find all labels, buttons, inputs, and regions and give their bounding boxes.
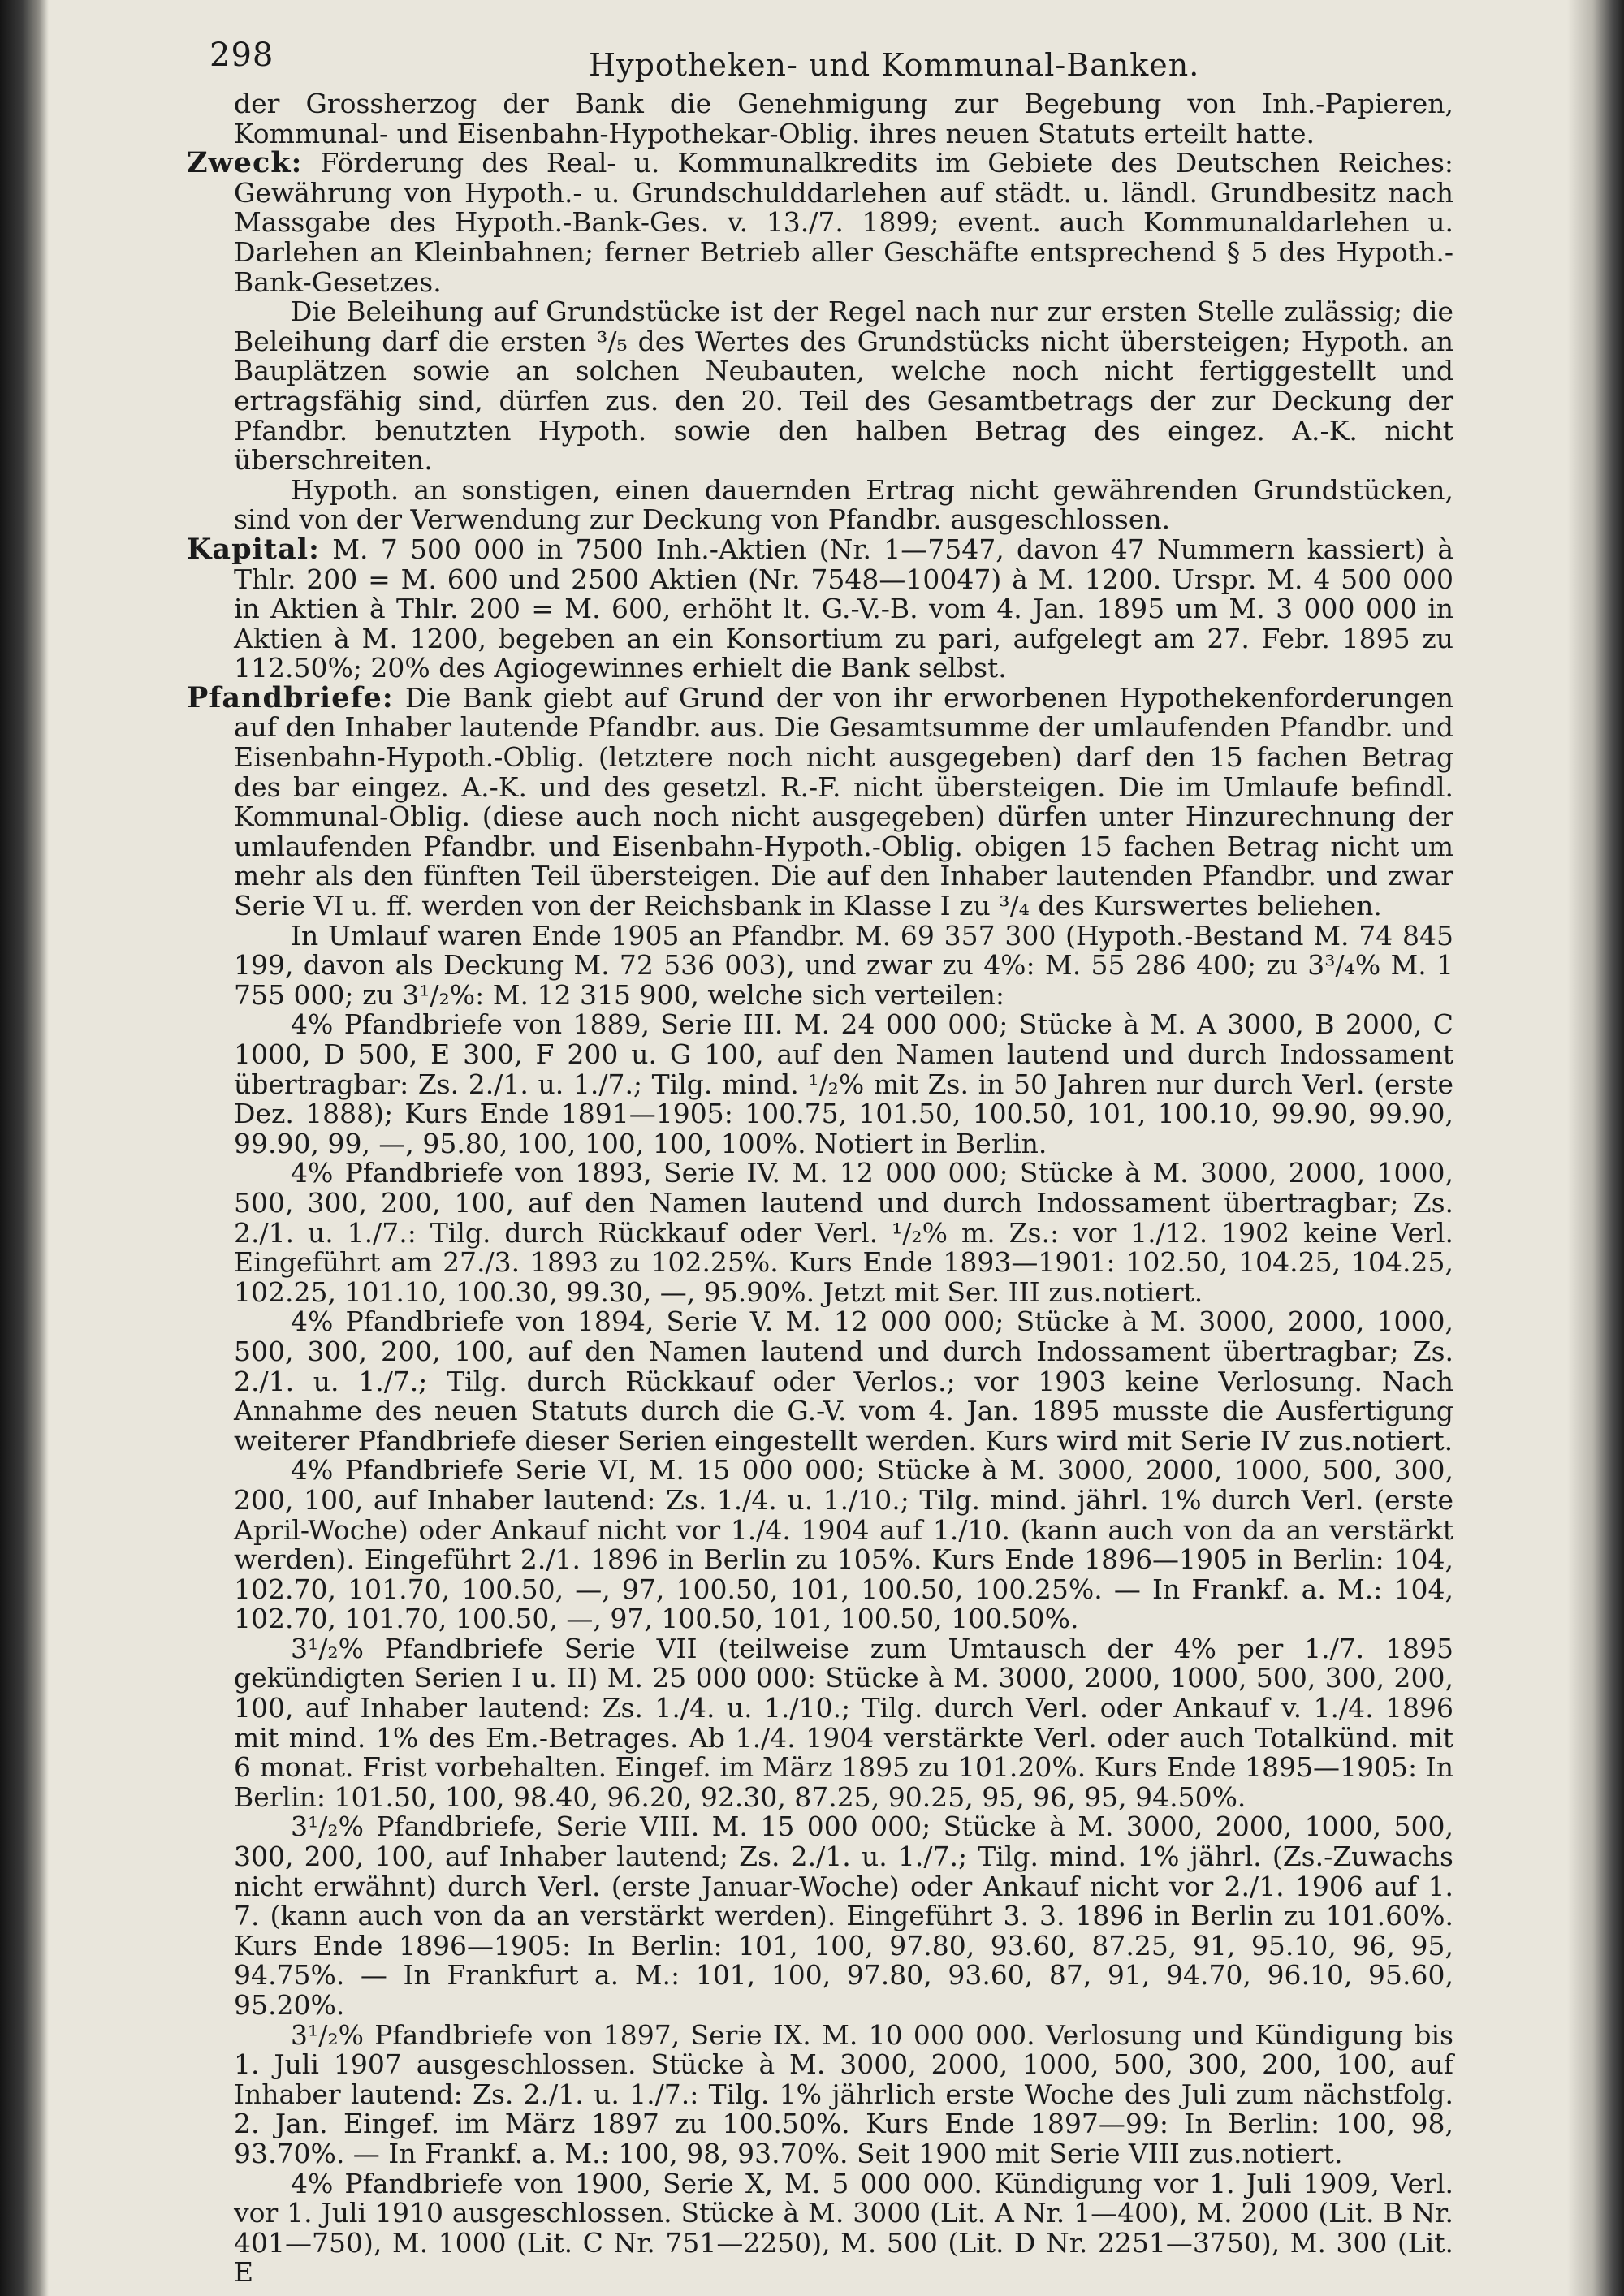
body-paragraph: 3¹/₂% Pfandbriefe Serie VII (teilweise zum Umtausch der 4% per 1./7. 1895 gekündigten Serien I u. II) M. 25 000 000: Stücke à M. 3000, 2000, 1000, 500, 300, 200, 100, auf Inhaber lautend: Zs. 1./4. u. 1./10.; Tilg. durch Verl. oder Ankauf v. 1./4. 1896 mit mind. 1% des Em.-Betrages. Ab 1./4. 1904 verstärkte Verl. oder auch Totalkünd. mit 6 monat. Frist vorbehalten. Eingef. im März 1895 zu 101.20%. Kurs Ende 1895—1905: In Berlin: 101.50, 100, 98.40, 96.20, 92.30, 87.25, 90.25, 95, 96, 95, 94.50%. bbox=[234, 1632, 1453, 1813]
body-paragraph: 4% Pfandbriefe von 1894, Serie V. M. 12 000 000; Stücke à M. 3000, 2000, 1000, 500, 300, 200, 100, auf den Namen lautend und durch Indossament übertragbar; Zs. 2./1. u. 1./7.; Tilg. durch Rückkauf oder Verlos.; vor 1903 keine Verlosung. Nach Annahme des neuen Statuts durch die G.-V. vom 4. Jan. 1895 musste die Ausfertigung weiterer Pfandbriefe dieser Serien eingestellt werden. Kurs wird mit Serie IV zus.notiert. bbox=[234, 1306, 1453, 1457]
body-paragraph: 4% Pfandbriefe Serie VI, M. 15 000 000; Stücke à M. 3000, 2000, 1000, 500, 300, 200, 100, auf Inhaber lautend: Zs. 1./4. u. 1./10.; Tilg. mind. jährl. 1% durch Verl. (erste April-Woche) oder Ankauf nicht vor 1./4. 1904 auf 1./10. (kann auch von da an verstärkt werden). Eingeführt 2./1. 1896 in Berlin zu 105%. Kurs Ende 1896—1905 in Berlin: 104, 102.70, 101.70, 100.50, —, 97, 100.50, 101, 100.50, 100.25%. — In Frankf. a. M.: 104, 102.70, 101.70, 100.50, —, 97, 100.50, 101, 100.50, 100.50%. bbox=[234, 1454, 1453, 1635]
page-body bbox=[187, 89, 1453, 2288]
section-text: M. 7 500 000 in 7500 Inh.-Aktien (Nr. 1—7547, davon 47 Nummern kassiert) à Thlr. 200 = M. 600 und 2500 Aktien (Nr. 7548—10047) à M. 1200. Urspr. M. 4 500 000 in Aktien à Thlr. 200 = M. 600, erhöht lt. G.-V.-B. vom 4. Jan. 1895 um M. 3 000 000 in Aktien à M. 1200, begeben an ein Konsortium zu pari, aufgelegt am 27. Febr. 1895 zu 112.50%; 20% des Agiogewinnes erhielt die Bank selbst. bbox=[234, 533, 1453, 684]
section-paragraph bbox=[187, 532, 1453, 684]
body-paragraph: 3¹/₂% Pfandbriefe von 1897, Serie IX. M. 10 000 000. Verlosung und Kündigung bis 1. Juli 1907 ausgeschlossen. Stücke à M. 3000, 2000, 1000, 500, 300, 200, 100, auf Inhaber lautend: Zs. 2./1. u. 1./7.: Tilg. 1% jährlich erste Woche des Juli zum nächstfolg. 2. Jan. Eingef. im März 1897 zu 100.50%. Kurs Ende 1897—99: In Berlin: 100, 98, 93.70%. — In Frankf. a. M.: 100, 98, 93.70%. Seit 1900 mit Serie VIII zus.notiert. bbox=[234, 2018, 1453, 2169]
page-header bbox=[187, 32, 1453, 84]
section-term: Zweck: bbox=[187, 146, 303, 180]
section-term: Pfandbriefe: bbox=[187, 680, 394, 714]
body-paragraph: der Grossherzog der Bank die Genehmigung zur Begebung von Inh.-Papieren, Kommunal- und Eisenbahn-Hypothekar-Oblig. ihres neuen Statuts erteilt hatte. bbox=[234, 88, 1453, 149]
section-text: Die Bank giebt auf Grund der von ihr erworbenen Hypothekenforderungen auf den Inhaber lautende Pfandbr. aus. Die Gesamtsumme der umlaufenden Pfandbr. und Eisenbahn-Hypoth.-Oblig. (letztere noch nicht ausgegeben) darf den 15 fachen Betrag des bar eingez. A.-K. und des gesetzl. R.-F. nicht übersteigen. Die im Umlaufe befindl. Kommunal-Oblig. (diese auch noch nicht ausgegeben) dürfen unter Hinzurechnung der umlaufenden Pfandbr. und Eisenbahn-Hypoth.-Oblig. obigen 15 fachen Betrag nicht um mehr als den fünften Teil übersteigen. Die auf den Inhaber lautenden Pfandbr. und zwar Serie VI u. ff. werden von der Reichsbank in Klasse I zu ³/₄ des Kurswertes beliehen. bbox=[234, 681, 1453, 922]
section-paragraph bbox=[187, 146, 1453, 298]
section-text: Förderung des Real- u. Kommunalkredits im Gebiete des Deutschen Reiches: Gewährung von Hypoth.- u. Grundschulddarlehen auf städt. u. ländl. Grundbesitz nach Massgabe des Hypoth.-Bank-Ges. v. 13./7. 1899; event. auch Kommunaldarlehen u. Darlehen an Kleinbahnen; ferner Betrieb aller Geschäfte entsprechend § 5 des Hypoth.-Bank-Gesetzes. bbox=[234, 147, 1453, 298]
book-binding-shadow bbox=[0, 0, 49, 2296]
section-term: Kapital: bbox=[187, 532, 320, 566]
body-paragraph: 3¹/₂% Pfandbriefe, Serie VIII. M. 15 000 000; Stücke à M. 3000, 2000, 1000, 500, 300, 200, 100, auf Inhaber lautend; Zs. 2./1. u. 1./7.; Tilg. mind. 1% jährl. (Zs.-Zuwachs nicht erwähnt) durch Verl. (erste Januar-Woche) oder Ankauf nicht vor 2./1. 1906 auf 1. 7. (kann auch von da an verstärkt werden). Eingeführt 3. 3. 1896 in Berlin zu 101.60%. Kurs Ende 1896—1905: In Berlin: 101, 100, 97.80, 93.60, 87.25, 91, 95.10, 96, 95, 94.75%. — In Frankfurt a. M.: 101, 100, 97.80, 93.60, 87, 91, 94.70, 96.10, 95.60, 95.20%. bbox=[234, 1810, 1453, 2021]
running-head: Hypotheken- und Kommunal-Banken. bbox=[589, 47, 1200, 83]
document-page bbox=[187, 32, 1453, 2288]
body-paragraph: In Umlauf waren Ende 1905 an Pfandbr. M. 69 357 300 (Hypoth.-Bestand M. 74 845 199, davon als Deckung M. 72 536 003), und zwar zu 4%: M. 55 286 400; zu 3³/₄% M. 1 755 000; zu 3¹/₂%: M. 12 315 900, welche sich verteilen: bbox=[234, 919, 1453, 1011]
page-number: 298 bbox=[209, 37, 274, 74]
body-paragraph: 4% Pfandbriefe von 1889, Serie III. M. 24 000 000; Stücke à M. A 3000, B 2000, C 1000, D 500, E 300, F 200 u. G 100, auf den Namen lautend und durch Indossament übertragbar: Zs. 2./1. u. 1./7.; Tilg. mind. ¹/₂% mit Zs. in 50 Jahren nur durch Verl. (erste Dez. 1888); Kurs Ende 1891—1905: 100.75, 101.50, 100.50, 101, 100.10, 99.90, 99.90, 99.90, 99, —, 95.80, 100, 100, 100, 100%. Notiert in Berlin. bbox=[234, 1008, 1453, 1159]
body-paragraph: 4% Pfandbriefe von 1900, Serie X, M. 5 000 000. Kündigung vor 1. Juli 1909, Verl. vor 1. Juli 1910 ausgeschlossen. Stücke à M. 3000 (Lit. A Nr. 1—400), M. 2000 (Lit. B Nr. 401—750), M. 1000 (Lit. C Nr. 751—2250), M. 500 (Lit. D Nr. 2251—3750), M. 300 (Lit. E bbox=[234, 2167, 1453, 2289]
body-paragraph: Die Beleihung auf Grundstücke ist der Regel nach nur zur ersten Stelle zulässig; die Beleihung darf die ersten ³/₅ des Wertes des Grundstücks nicht übersteigen; Hypoth. an Bauplätzen sowie an solchen Neubauten, welche noch nicht fertiggestellt und ertragsfähig sind, dürfen zus. den 20. Teil des Gesamtbetrags der zur Deckung der Pfandbr. benutzten Hypoth. sowie den halben Betrag des eingez. A.-K. nicht überschreiten. bbox=[234, 296, 1453, 477]
body-paragraph: Hypoth. an sonstigen, einen dauernden Ertrag nicht gewährenden Grundstücken, sind von der Verwendung zur Deckung von Pfandbr. ausgeschlossen. bbox=[234, 473, 1453, 536]
body-paragraph: 4% Pfandbriefe von 1893, Serie IV. M. 12 000 000; Stücke à M. 3000, 2000, 1000, 500, 300, 200, 100, auf den Namen lautend und durch Indossament übertragbar; Zs. 2./1. u. 1./7.: Tilg. durch Rückkauf oder Verl. ¹/₂% m. Zs.: vor 1./12. 1902 keine Verl. Eingeführt am 27./3. 1893 zu 102.25%. Kurs Ende 1893—1901: 102.50, 104.25, 104.25, 102.25, 101.10, 100.30, 99.30, —, 95.90%. Jetzt mit Ser. III zus.notiert. bbox=[234, 1157, 1453, 1308]
page-edge-shadow bbox=[1567, 0, 1624, 2296]
section-paragraph bbox=[187, 680, 1453, 922]
